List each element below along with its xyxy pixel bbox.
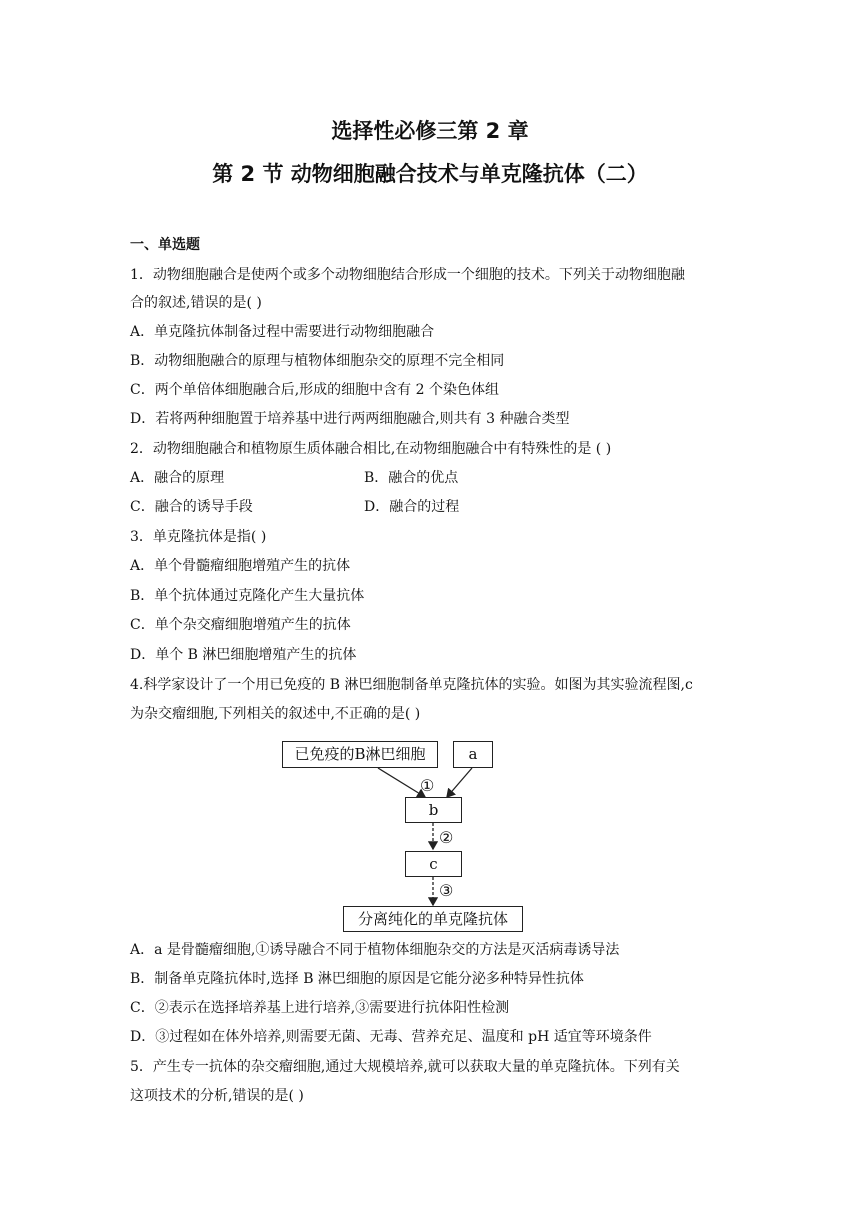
question-5-stem-line1: 5．产生专一抗体的杂交瘤细胞,通过大规模培养,就可以获取大量的单克隆抗体。下列有关 [130,1059,680,1075]
question-5-stem-line2: 这项技术的分析,错误的是( ) [130,1088,304,1104]
box-b: b [405,797,462,823]
question-3-option-b: B．单个抗体通过克隆化产生大量抗体 [130,588,365,604]
question-2-option-c: C．融合的诱导手段 [130,499,253,515]
question-4-stem-line2: 为杂交瘤细胞,下列相关的叙述中,不正确的是( ) [130,706,421,722]
question-4-option-d: D．③过程如在体外培养,则需要无菌、无毒、营养充足、温度和 pH 适宜等环境条件 [130,1029,652,1045]
question-1-option-b: B．动物细胞融合的原理与植物体细胞杂交的原理不完全相同 [130,353,505,369]
section-heading: 一、单选题 [130,237,200,253]
question-4-stem-line1: 4.科学家设计了一个用已免疫的 B 淋巴细胞制备单克隆抗体的实验。如图为其实验流程图,c [130,677,693,693]
question-1-option-a: A．单克隆抗体制备过程中需要进行动物细胞融合 [130,324,435,340]
question-3-option-c: C．单个杂交瘤细胞增殖产生的抗体 [130,617,351,633]
question-1-stem-line1: 1．动物细胞融合是使两个或多个动物细胞结合形成一个细胞的技术。下列关于动物细胞融 [130,267,685,283]
arrow-bcell-to-b [378,768,425,797]
question-4-option-a: A．a 是骨髓瘤细胞,①诱导融合不同于植物体细胞杂交的方法是灭活病毒诱导法 [130,942,620,958]
question-3-option-a: A．单个骨髓瘤细胞增殖产生的抗体 [130,558,351,574]
step-3-label: ③ [439,881,454,900]
question-4-option-b: B．制备单克隆抗体时,选择 B 淋巴细胞的原因是它能分泌多种特异性抗体 [130,971,584,987]
question-2-option-b: B．融合的优点 [364,470,459,486]
question-1-stem-line2: 合的叙述,错误的是( ) [130,295,262,311]
step-2-label: ② [439,828,454,847]
step-1-label: ① [420,776,435,795]
box-a: a [453,741,493,768]
box-purified-monoclonal-antibody: 分离纯化的单克隆抗体 [343,906,523,932]
question-3-stem: 3．单克隆抗体是指( ) [130,529,267,545]
arrow-a-to-b [447,768,472,797]
question-2-option-d: D．融合的过程 [364,499,460,515]
box-c: c [405,851,462,877]
question-2-option-a: A．融合的原理 [130,470,225,486]
question-3-option-d: D．单个 B 淋巴细胞增殖产生的抗体 [130,647,357,663]
question-4-option-c: C．②表示在选择培养基上进行培养,③需要进行抗体阳性检测 [130,1000,510,1016]
question-2-stem: 2．动物细胞融合和植物原生质体融合相比,在动物细胞融合中有特殊性的是 ( ) [130,441,612,457]
question-1-option-d: D．若将两种细胞置于培养基中进行两两细胞融合,则共有 3 种融合类型 [130,411,570,427]
document-title: 选择性必修三第 2 章 [331,119,529,143]
box-immunized-b-cell: 已免疫的B淋巴细胞 [282,741,438,768]
document-subtitle: 第 2 节 动物细胞融合技术与单克隆抗体（二） [212,162,648,186]
question-1-option-c: C．两个单倍体细胞融合后,形成的细胞中含有 2 个染色体组 [130,382,499,398]
